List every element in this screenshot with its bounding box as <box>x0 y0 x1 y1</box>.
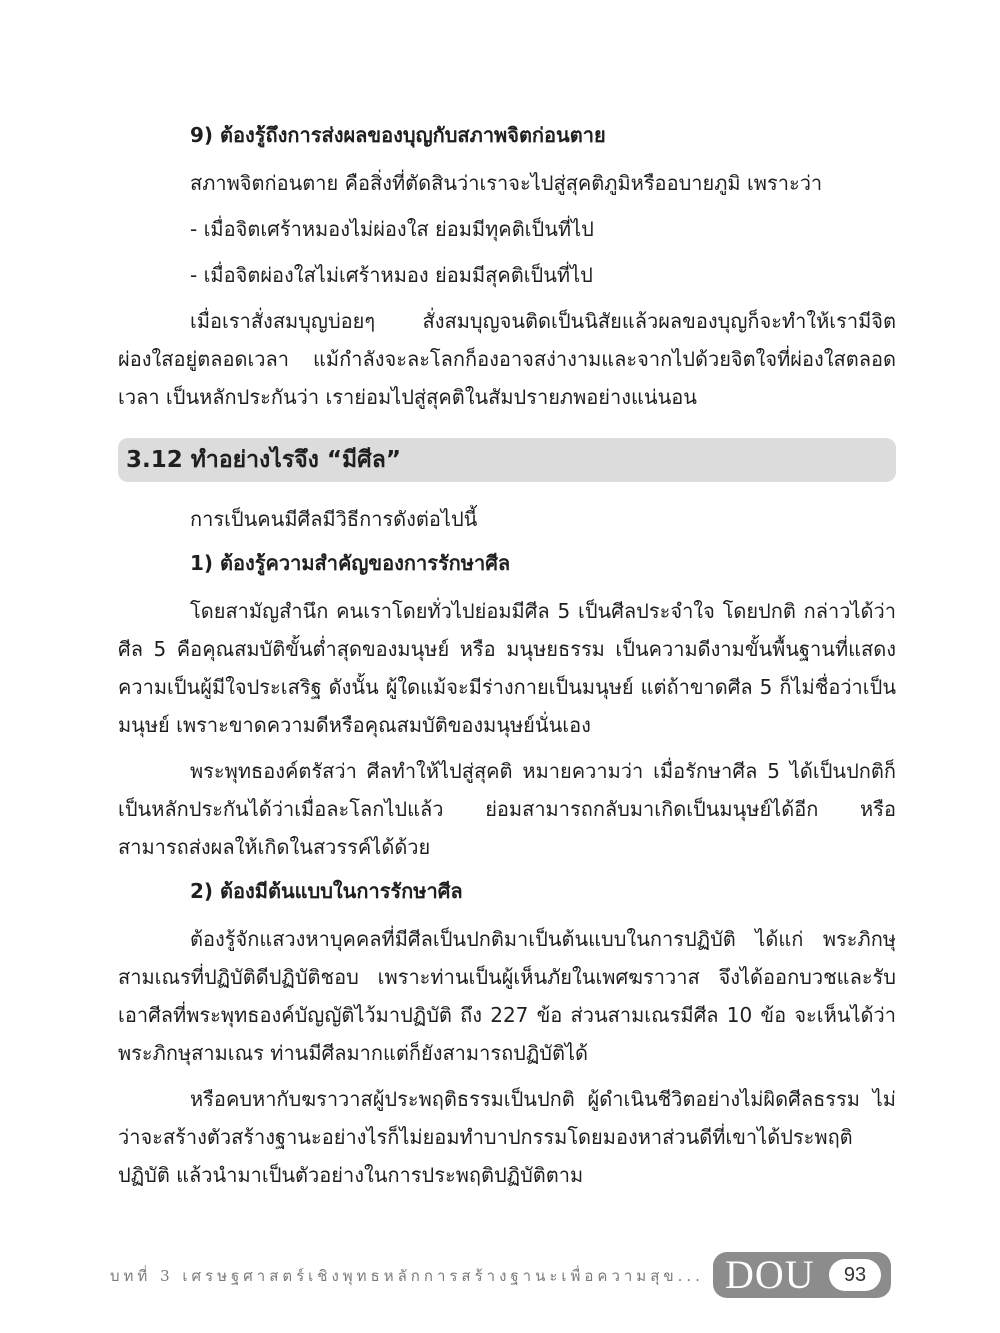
subsection-1-heading: 1) ต้องรู้ความสำคัญของการรักษาศีล <box>190 551 511 575</box>
section-title: 3.12 ทำอย่างไรจึง “มีศีล” <box>126 447 401 473</box>
footer-chapter-title: บทที่ 3 เศรษฐศาสตร์เชิงพุทธหลักการสร้างฐานะเพื่อความสุข... <box>110 1267 704 1285</box>
page-badge <box>713 1252 891 1298</box>
page-content <box>118 118 896 1202</box>
subsection-2-heading: 2) ต้องมีต้นแบบในการรักษาศีล <box>190 879 463 903</box>
subsection-2-paragraph-2: หรือคบหากับฆราวาสผู้ประพฤติธรรมเป็นปกติ ผู้ดำเนินชีวิตอย่างไม่ผิดศีลธรรม ไม่ว่าจะสร้างตัวสร้างฐานะอย่างไรก็ไม่ยอมทำบาปกรรมโดยมองหาส่วนดีที่เขาได้ประพฤติปฏิบัติ แล้วนำมาเป็นตัวอย่างในการประพฤติปฏิบัติตาม <box>118 1087 896 1187</box>
section-9-paragraph-2: เมื่อเราสั่งสมบุญบ่อยๆ สั่งสมบุญจนติดเป็นนิสัยแล้วผลของบุญก็จะทำให้เรามีจิตผ่องใสอยู่ตลอดเวลา แม้กำลังจะละโลกก็องอาจสง่างามและจากไปด้วยจิตใจที่ผ่องใสตลอดเวลา เป็นหลักประกันว่า เราย่อมไปสู่สุคติในสัมปรายภพอย่างแน่นอน <box>118 309 896 409</box>
page-number: 93 <box>829 1259 881 1291</box>
section-9-heading: 9) ต้องรู้ถึงการส่งผลของบุญกับสภาพจิตก่อนตาย <box>190 123 606 147</box>
section-9-bullet-1: - เมื่อจิตเศร้าหมองไม่ผ่องใส ย่อมมีทุคติเป็นที่ไป <box>190 217 594 241</box>
section-9-bullet-2: - เมื่อจิตผ่องใสไม่เศร้าหมอง ย่อมมีสุคติเป็นที่ไป <box>190 263 593 287</box>
subsection-1-paragraph-2: พระพุทธองค์ตรัสว่า ศีลทำให้ไปสู่สุคติ หมายความว่า เมื่อรักษาศีล 5 ได้เป็นปกติก็เป็นหลักประกันได้ว่าเมื่อละโลกไปแล้ว ย่อมสามารถกลับมาเกิดเป็นมนุษย์ได้อีก หรือ สามารถส่งผลให้เกิดในสวรรค์ได้ด้วย <box>118 759 897 859</box>
section-intro: การเป็นคนมีศีลมีวิธีการดังต่อไปนี้ <box>190 507 478 531</box>
dou-logo: DOU <box>725 1252 815 1297</box>
subsection-1-paragraph-1: โดยสามัญสำนึก คนเราโดยทั่วไปย่อมมีศีล 5 เป็นศีลประจำใจ โดยปกติ กล่าวได้ว่า ศีล 5 คือคุณสมบัติขั้นต่ำสุดของมนุษย์ หรือ มนุษยธรรม เป็นความดีงามขั้นพื้นฐานที่แสดงความเป็นผู้มีใจประเสริฐ ดังนั้น ผู้ใดแม้จะมีร่างกายเป็นมนุษย์ แต่ถ้าขาดศีล 5 ก็ไม่ชื่อว่าเป็นมนุษย์ เพราะขาดความดีหรือคุณสมบัติของมนุษย์นั่นเอง <box>118 599 896 737</box>
subsection-2-paragraph-1: ต้องรู้จักแสวงหาบุคคลที่มีศีลเป็นปกติมาเป็นต้นแบบในการปฏิบัติ ได้แก่ พระภิกษุสามเณรที่ปฏิบัติดีปฏิบัติชอบ เพราะท่านเป็นผู้เห็นภัยในเพศฆราวาส จึงได้ออกบวชและรับเอาศีลที่พระพุทธองค์บัญญัติไว้มาปฏิบัติ ถึง 227 ข้อ ส่วนสามเณรมีศีล 10 ข้อ จะเห็นได้ว่า พระภิกษุสามเณร ท่านมีศีลมากแต่ก็ยังสามารถปฏิบัติได้ <box>118 927 896 1065</box>
section-9-paragraph-1: สภาพจิตก่อนตาย คือสิ่งที่ตัดสินว่าเราจะไปสู่สุคติภูมิหรืออบายภูมิ เพราะว่า <box>190 171 823 195</box>
section-header-bar <box>118 438 896 482</box>
page-footer <box>110 1252 895 1298</box>
